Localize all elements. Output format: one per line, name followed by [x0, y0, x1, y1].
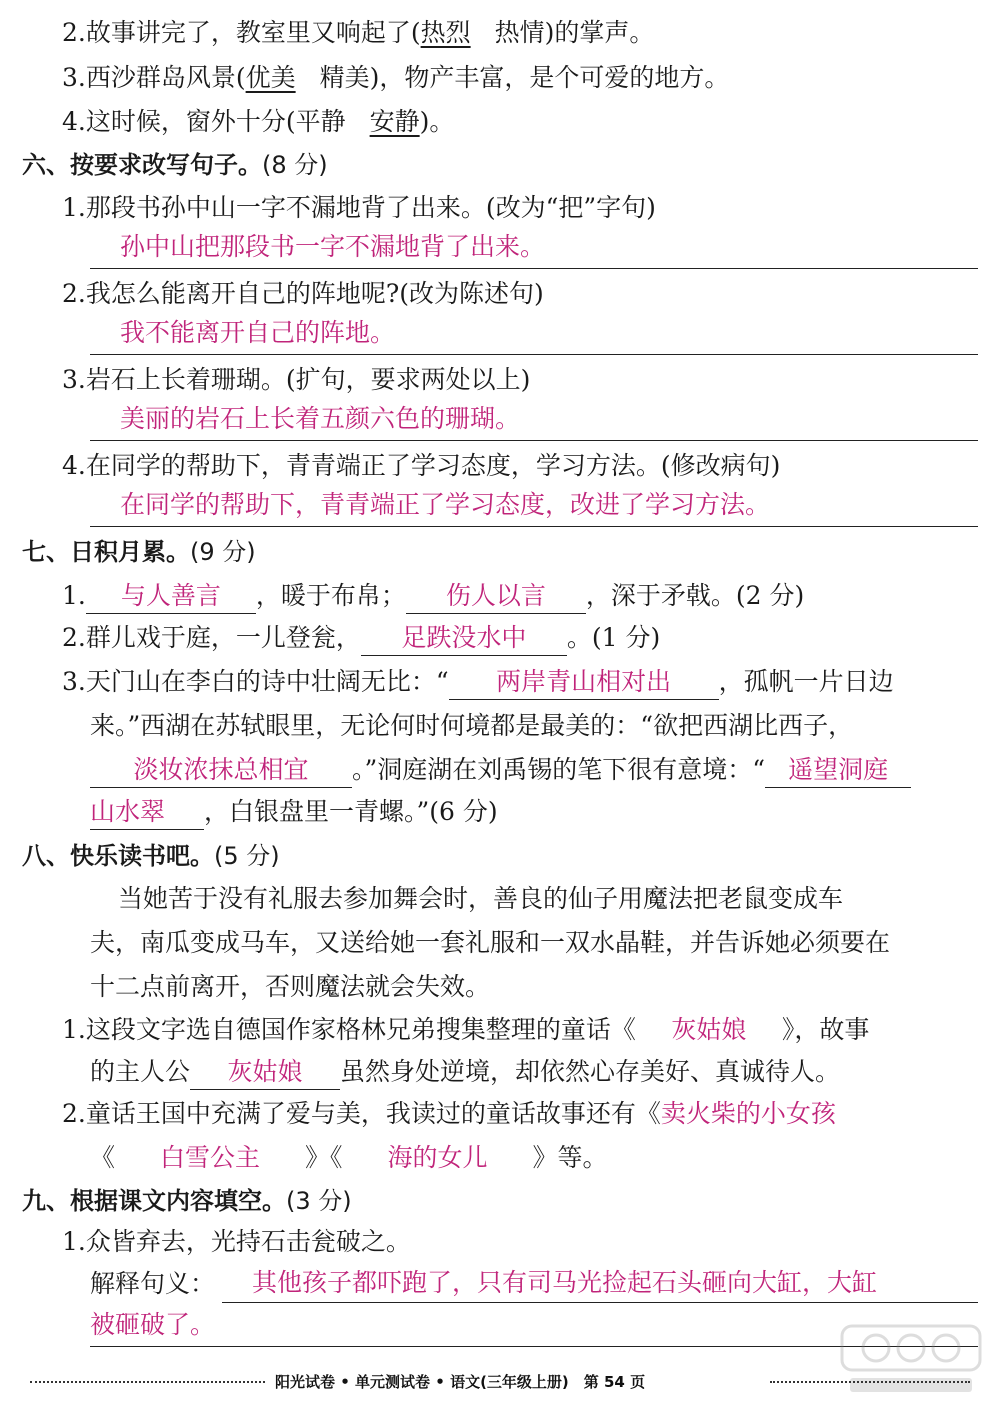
fill-blank: 灰姑娘	[190, 1055, 340, 1090]
footer-text: 阳光试卷 • 单元测试卷 • 语文(三年级上册) 第 54 页	[275, 1373, 646, 1391]
fill-blank: 两岸青山相对出	[449, 665, 719, 700]
option-chosen: 安静	[369, 107, 420, 136]
answer-line: 孙中山把那段书一字不漏地背了出来。	[90, 228, 978, 269]
q9-1: 1.众皆弃去，光持石击瓮破之。	[62, 1227, 411, 1256]
answer-line: 被砸破了。	[90, 1306, 978, 1347]
passage-line: 当她苦于没有礼服去参加舞会时，善良的仙子用魔法把老鼠变成车	[118, 884, 844, 913]
section8-title: 八、快乐读书吧。(5 分)	[22, 842, 280, 870]
fill-blank: 与人善言	[86, 579, 256, 614]
passage-line: 夫，南瓜变成马车，又送给她一套礼服和一双水晶鞋，并告诉她必须要在	[90, 928, 891, 957]
q6-1: 1.那段书孙中山一字不漏地背了出来。(改为“把”字句)	[62, 193, 656, 222]
section6-title: 六、按要求改写句子。(8 分)	[22, 151, 328, 179]
page-footer	[30, 1368, 970, 1398]
q6-3: 3.岩石上长着珊瑚。(扩句，要求两处以上)	[62, 365, 531, 394]
q7-1: 1. 与人善言 ，暖于布帛； 伤人以言 ，深于矛戟。(2 分)	[62, 578, 804, 614]
q8-1-line1: 1.这段文字选自德国作家格林兄弟搜集整理的童话《 灰姑娘 》，故事	[62, 1015, 870, 1044]
q5-4: 4.这时候，窗外十分(平静 安静)。	[62, 107, 455, 136]
q7-3-line4: 山水翠 ，白银盘里一青螺。”(6 分)	[90, 794, 498, 830]
footer-divider	[770, 1381, 970, 1383]
q8-2-line1: 2.童话王国中充满了爱与美，我读过的童话故事还有《卖火柴的小女孩	[62, 1099, 836, 1128]
answer-line: 美丽的岩石上长着五颜六色的珊瑚。	[90, 400, 978, 441]
passage-line: 十二点前离开，否则魔法就会失效。	[90, 972, 491, 1001]
q6-4: 4.在同学的帮助下，青青端正了学习态度，学习方法。(修改病句)	[62, 451, 781, 480]
q6-2: 2.我怎么能离开自己的阵地呢?(改为陈述句)	[62, 279, 544, 308]
option-chosen: 优美	[245, 63, 296, 92]
footer-divider	[30, 1381, 265, 1383]
q8-1-line2: 的主人公 灰姑娘 虽然身处逆境，却依然心存美好、真诚待人。	[90, 1054, 840, 1090]
q9-explain-label: 解释句义：	[90, 1269, 216, 1298]
fill-blank: 淡妆浓抹总相宜	[90, 753, 352, 788]
q7-3-line3: 淡妆浓抹总相宜 。”洞庭湖在刘禹锡的笔下很有意境：“ 遥望洞庭	[90, 752, 911, 788]
q7-2: 2.群儿戏于庭，一儿登瓮， 足跌没水中 。(1 分)	[62, 620, 660, 656]
q5-3: 3.西沙群岛风景(优美 精美)，物产丰富，是个可爱的地方。	[62, 63, 730, 92]
q5-2: 2.故事讲完了，教室里又响起了(热烈 热情)的掌声。	[62, 18, 655, 47]
section7-title: 七、日积月累。(9 分)	[22, 538, 256, 566]
fill-blank: 足跌没水中	[361, 621, 567, 656]
q7-3-line2: 来。”西湖在苏轼眼里，无论何时何境都是最美的：“欲把西湖比西子，	[90, 711, 854, 740]
q7-3-line1: 3.天门山在李白的诗中壮阔无比：“ 两岸青山相对出 ，孤帆一片日边	[62, 664, 894, 700]
answer-line: 其他孩子都吓跑了，只有司马光捡起石头砸向大缸，大缸	[222, 1264, 978, 1303]
section9-title: 九、根据课文内容填空。(3 分)	[22, 1187, 352, 1215]
fill-blank: 山水翠	[90, 795, 204, 830]
fill-blank: 伤人以言	[406, 579, 586, 614]
answer-line: 我不能离开自己的阵地。	[90, 314, 978, 355]
answer-line: 在同学的帮助下，青青端正了学习态度，改进了学习方法。	[90, 486, 978, 527]
fill-blank: 遥望洞庭	[765, 753, 911, 788]
q8-2-line2: 《 白雪公主 》《 海的女儿 》等。	[90, 1143, 608, 1172]
option-chosen: 热烈	[420, 18, 471, 47]
